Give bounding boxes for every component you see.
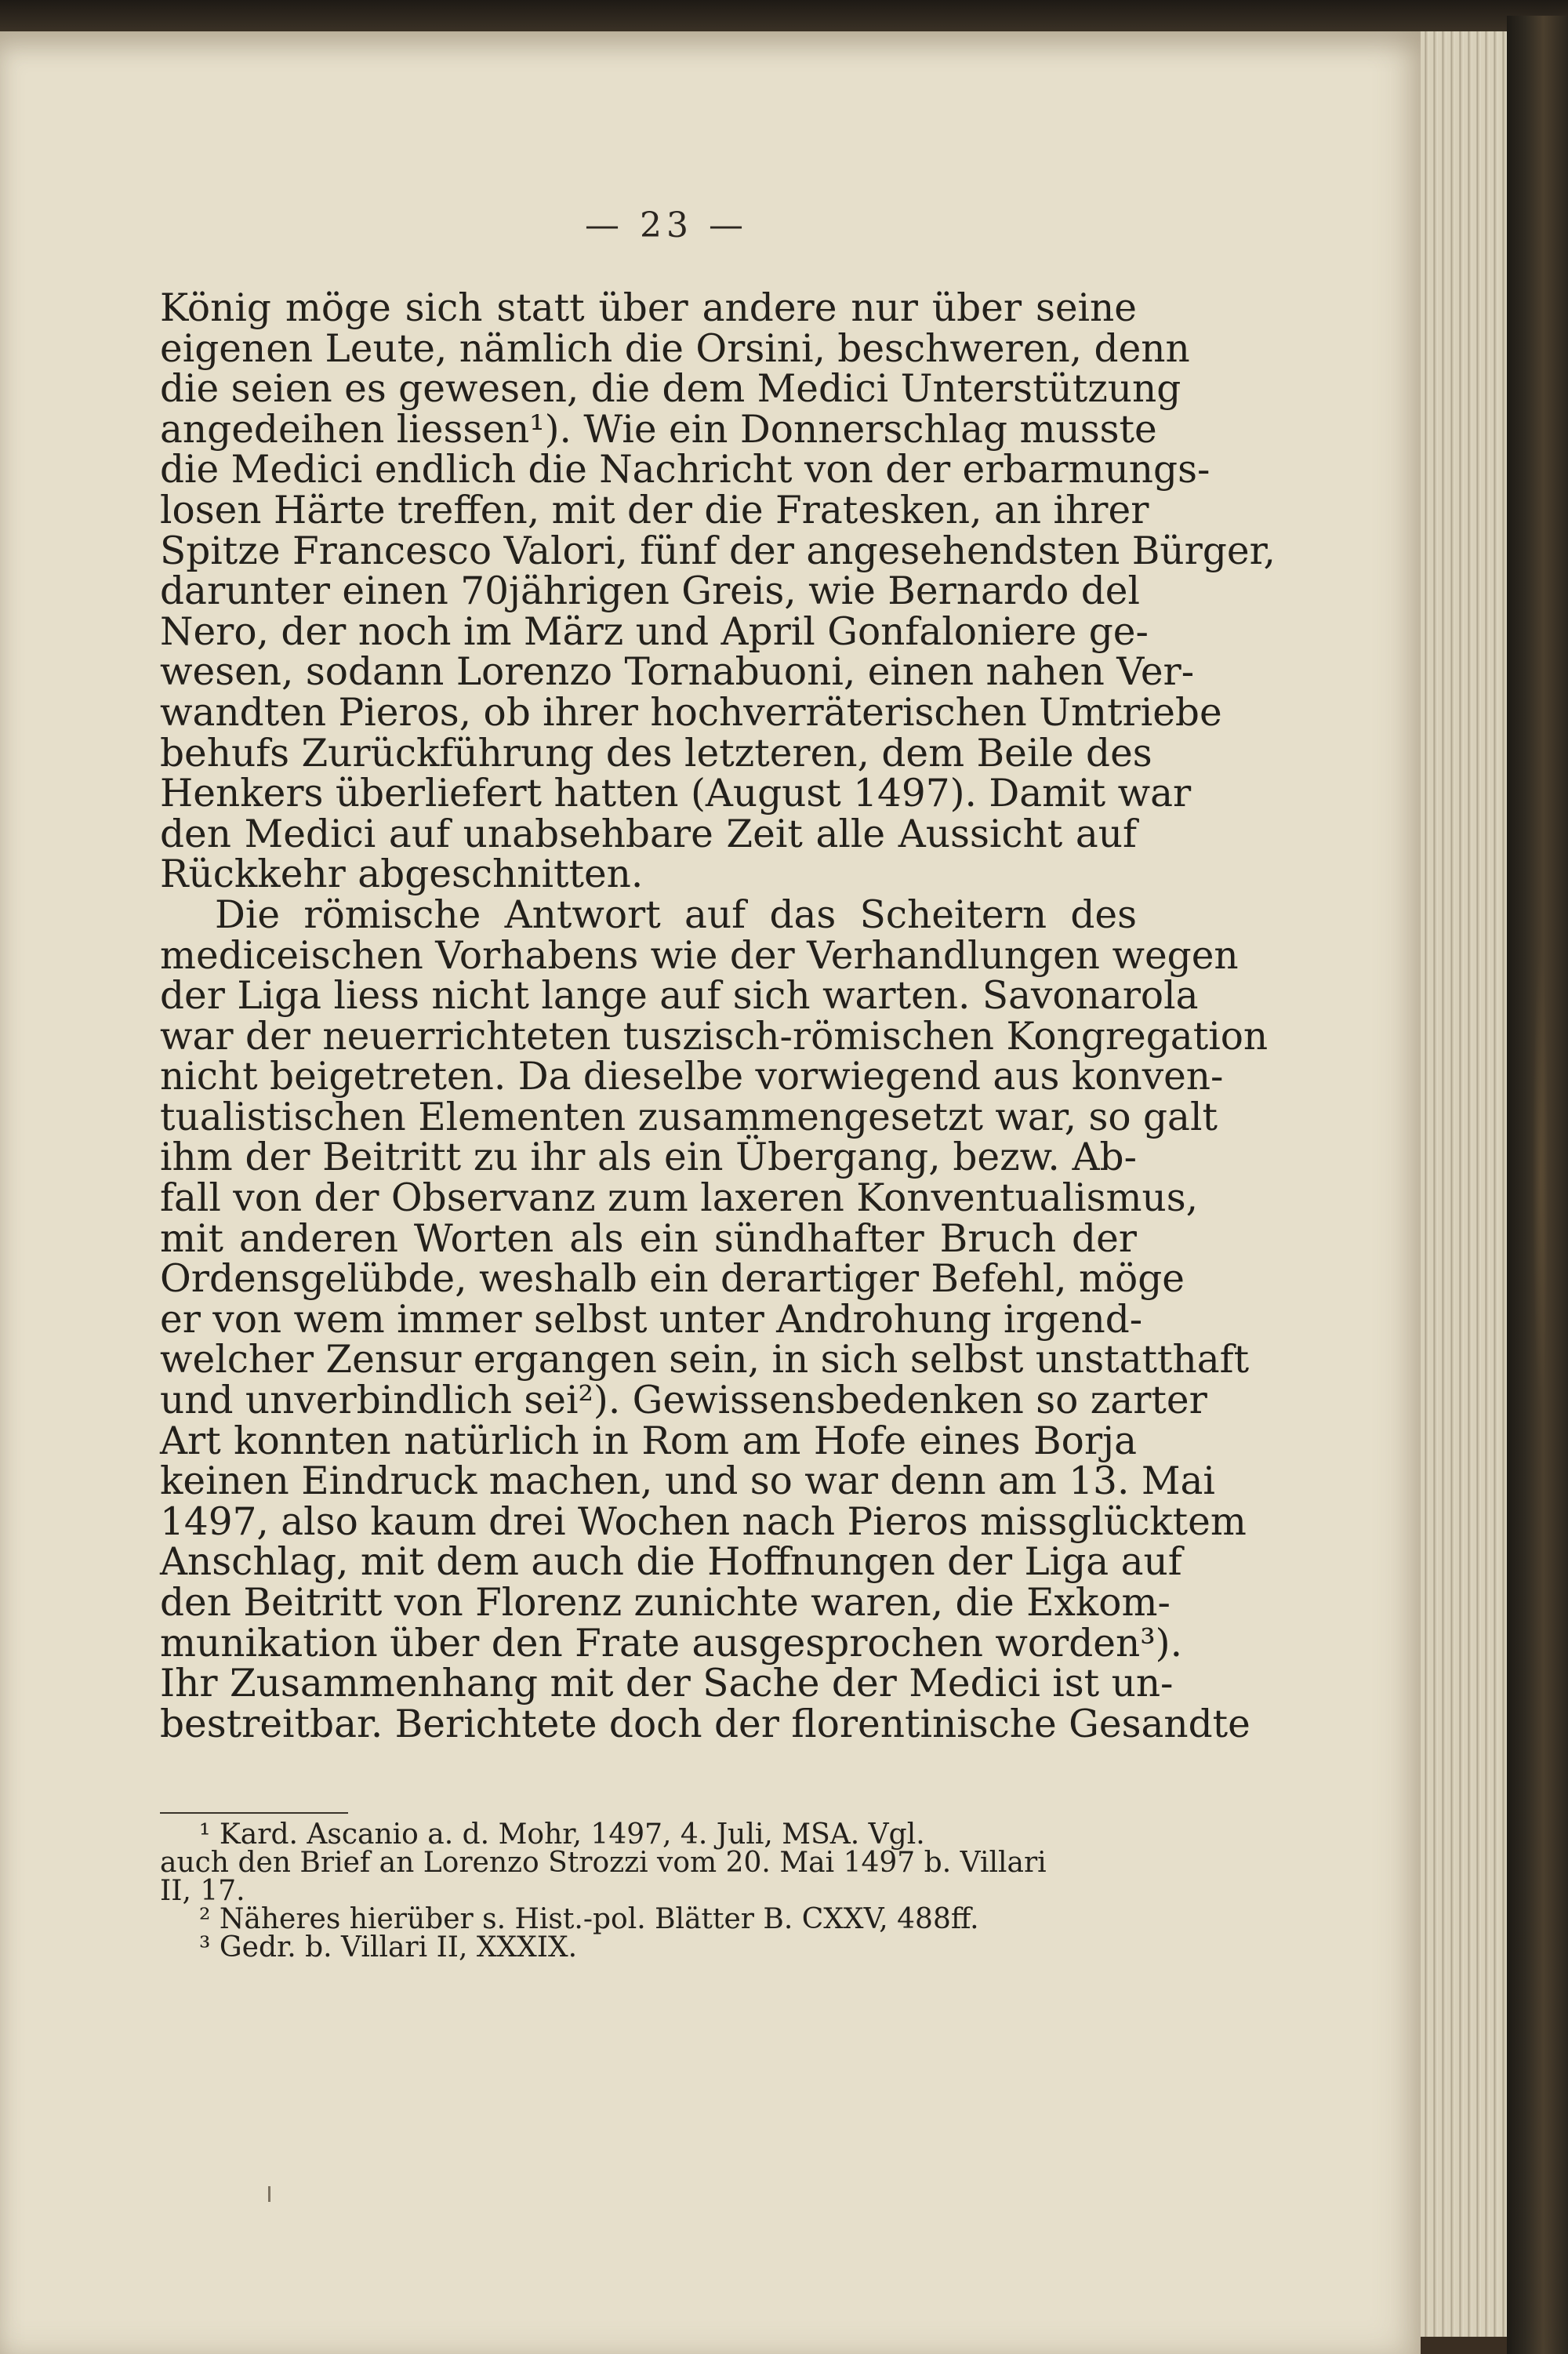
binding-wear-mark (1533, 941, 1548, 1411)
text-line: König möge sich statt über andere nur über seine (160, 286, 1137, 330)
text-line: mediceischen Vorhabens wie der Verhandlungen wegen (160, 933, 1239, 978)
text-line: Spitze Francesco Valori, fünf der angesehendsten Bürger, (160, 529, 1276, 573)
text-line: Die römische Antwort auf das Scheitern des (215, 892, 1137, 937)
footnote-2: ² Näheres hierüber s. Hist.-pol. Blätter B. CXXV, 488ff. (199, 1903, 979, 1935)
text-line: die Medici endlich die Nachricht von der erbarmungs- (160, 448, 1210, 492)
text-line: ihm der Beitritt zu ihr als ein Übergang, bezw. Ab- (160, 1135, 1137, 1180)
footnote-3: ³ Gedr. b. Villari II, XXXIX. (199, 1931, 578, 1963)
text-line: der Liga liess nicht lange auf sich warten. Savonarola (160, 974, 1199, 1019)
text-line: munikation über den Frate ausgesprochen worden³). (160, 1621, 1183, 1666)
text-line: Anschlag, mit dem auch die Hoffnungen der Liga auf (160, 1540, 1182, 1585)
text-line: welcher Zensur ergangen sein, in sich selbst unstatthaft (160, 1338, 1250, 1382)
text-line: nicht beigetreten. Da dieselbe vorwiegend aus konven- (160, 1055, 1224, 1099)
text-line: angedeihen liessen¹). Wie ein Donnerschlag musste (160, 407, 1157, 452)
text-line: mit anderen Worten als ein sündhafter Bruch der (160, 1216, 1137, 1261)
text-line: Nero, der noch im März und April Gonfaloniere ge- (160, 609, 1149, 654)
footnotes (160, 1818, 1137, 1963)
text-line: 1497, also kaum drei Wochen nach Pieros missglücktem (160, 1499, 1247, 1544)
text-line: tualistischen Elementen zusammengesetzt war, so galt (160, 1095, 1218, 1139)
text-line: Ihr Zusammenhang mit der Sache der Medici ist un- (160, 1662, 1174, 1706)
text-line: eigenen Leute, nämlich die Orsini, beschweren, denn (160, 326, 1190, 371)
text-line: Art konnten natürlich in Rom am Hofe eines Borja (160, 1419, 1137, 1463)
footnote-1-continued: auch den Brief an Lorenzo Strozzi vom 20. Mai 1497 b. Villari (160, 1847, 1047, 1879)
stray-ink-mark (268, 2186, 270, 2202)
text-line: und unverbindlich sei²). Gewissensbedenken so zarter (160, 1379, 1207, 1423)
text-line: den Beitritt von Florenz zunichte waren, die Exkom- (160, 1581, 1171, 1625)
text-line: behufs Zurückführung des letzteren, dem Beile des (160, 731, 1152, 776)
text-line: den Medici auf unabsehbare Zeit alle Aussicht auf (160, 812, 1137, 856)
text-line: war der neuerrichteten tuszisch-römischen Kongregation (160, 1014, 1269, 1059)
text-line: er von wem immer selbst unter Androhung irgend- (160, 1297, 1143, 1342)
text-line: die seien es gewesen, die dem Medici Unterstützung (160, 367, 1181, 412)
text-line: wesen, sodann Lorenzo Tornabuoni, einen nahen Ver- (160, 650, 1195, 695)
text-line: darunter einen 70jährigen Greis, wie Bernardo del (160, 569, 1141, 614)
footnote-1-continued: II, 17. (160, 1875, 245, 1907)
text-line: wandten Pieros, ob ihrer hochverräterischen Umtriebe (160, 690, 1222, 735)
footnote-1: ¹ Kard. Ascanio a. d. Mohr, 1497, 4. Juli, MSA. Vgl. (199, 1818, 925, 1851)
text-line: keinen Eindruck machen, und so war denn am 13. Mai (160, 1459, 1215, 1504)
text-line: losen Härte treffen, mit der die Fratesken, an ihrer (160, 488, 1149, 532)
page-number: — 23 — (585, 205, 748, 245)
text-line: Henkers überliefert hatten (August 1497). Damit war (160, 772, 1192, 816)
text-line: bestreitbar. Berichtete doch der florentinische Gesandte (160, 1702, 1250, 1746)
text-line: fall von der Observanz zum laxeren Konventualismus, (160, 1176, 1199, 1221)
text-line: Ordensgelübde, weshalb ein derartiger Befehl, möge (160, 1257, 1185, 1302)
body-text (160, 286, 1276, 1746)
text-line: Rückkehr abgeschnitten. (160, 852, 644, 897)
page-edges (1421, 31, 1507, 2337)
footnote-rule (160, 1812, 348, 1814)
